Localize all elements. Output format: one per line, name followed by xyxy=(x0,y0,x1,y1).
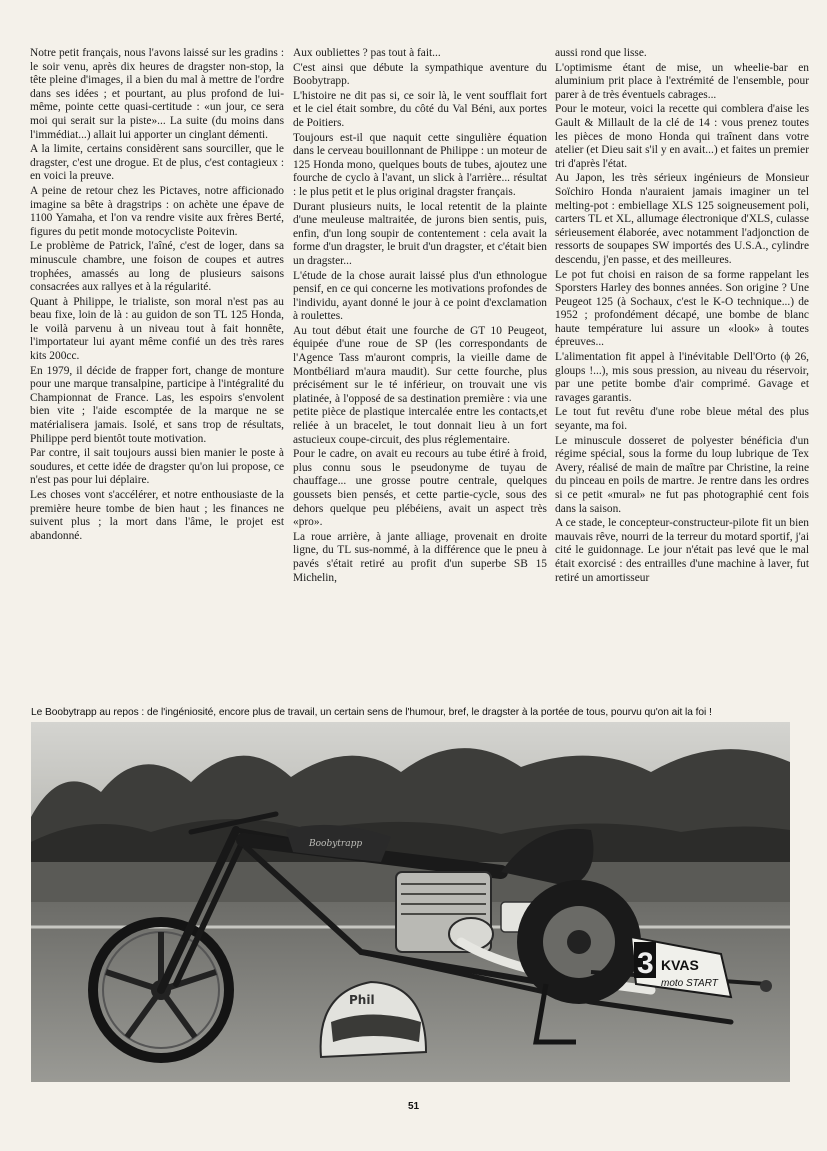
paragraph: Le tout fut revêtu d'une robe bleue métal des plus seyante, ma foi. xyxy=(555,406,809,433)
paragraph: Le minuscule dosseret de polyester bénéficia d'un régime spécial, sous la forme du loup lubrique de Tex Avery, réalisé de main de maître par Christine, la reine du pinceau en poils de martre. Je rentre dans les ordres si ce petit «mural» ne fut pas photographié cent fois dans la saison. xyxy=(555,434,809,515)
paragraph: C'est ainsi que débute la sympathique aventure du Boobytrapp. xyxy=(293,61,547,88)
paragraph: La roue arrière, à jante alliage, provenait en droite ligne, du TL sus-nommé, à la différence que le pneu à pavés s'était retiré au profit d'un superbe SB 15 Michelin, xyxy=(293,530,547,584)
rear-wheel xyxy=(517,880,641,1004)
paragraph: aussi rond que lisse. xyxy=(555,47,647,59)
article-column-3 xyxy=(555,47,809,586)
paragraph: Pour le moteur, voici la recette qui comblera d'aise les Gault & Millault de la clé de 14 : vous prenez toutes les pièces de mono Honda qui traînent dans votre atelier (et Dieu sait s'il y en avait...) et faites un premier tri d'après l'état. xyxy=(555,103,809,170)
dragster-photo xyxy=(31,722,790,1082)
sponsor-text-2: moto START xyxy=(661,978,718,989)
paragraph: Le pot fut choisi en raison de sa forme rappelant les Sporsters Harley des bonnes années. Son origine ? Une Peugeot 125 (à Sochaux, c'est le K-O technique...) de 1952 ; profondément décapé, une bombe de blanc haute température lui assure un «look» à toutes épreuves... xyxy=(555,268,809,349)
paragraph: Quant à Philippe, le trialiste, son moral n'est pas au beau fixe, loin de là : au guidon de son TL 125 Honda, le voilà parvenu à un niveau tout à fait honnête, l'importateur lui ayant même confié un des très rares kits 200cc. xyxy=(30,295,284,363)
paragraph: En 1979, il décide de frapper fort, change de monture pour une marque transalpine, participe à l'intégralité du Championnat de France. Las, les espoirs s'envolent bien vite ; l'aide escomptée de la marque ne se matérialisera jamais. Isolé, et sans trop de résultats, Philippe perd bientôt toute motivation. xyxy=(30,364,284,445)
article-column-1 xyxy=(30,47,284,544)
paragraph: Par contre, il sait toujours aussi bien manier le poste à soudures, et cette idée de dragster qu'on lui propose, ce n'est pas pour lui déplaire. xyxy=(30,447,284,487)
paragraph: Au Japon, les très sérieux ingénieurs de Monsieur Soïchiro Honda n'auraient jamais imaginer un tel melting-pot : embiellage XLS 125 soigneusement poli, carters TL et XL, allumage électronique d'XLS, culasse sérieusement élaborée, avec notamment l'adjonction de ressorts de soupapes SW importés des U.S.A., cylindre descendu, j'en passe, et des meilleures. xyxy=(555,172,809,266)
helmet-text: Phil xyxy=(349,993,375,1007)
sponsor-text-1: KVAS xyxy=(661,957,699,973)
paragraph: Durant plusieurs nuits, le local retentit de la plainte d'une meuleuse maltraitée, de jurons bien sentis, puis, enfin, d'un long soupir de contentement : cela avait la forme d'un dragster, le bruit d'un dragster, et c'était bien un dragster... xyxy=(293,200,547,267)
paragraph: L'étude de la chose aurait laissé plus d'un ethnologue pensif, en ce qui concerne les motivations profondes de l'individu, ayant donné le jour à ce point d'exclamation à roulettes. xyxy=(293,269,547,323)
paragraph: Pour le cadre, on avait eu recours au tube étiré à froid, plus connu sous le pseudonyme de tuyau de chauffage... une grosse poutre centrale, quelques goussets bien pensés, et cette partie-cycle, sous des dehors quelque peu plébéiens, avait un aspect très «pro». xyxy=(293,448,547,529)
paragraph: A la limite, certains considèrent sans sourciller, que le dragster, c'est une drogue. Et de plus, c'est contagieux : en voici la preuve. xyxy=(30,143,284,183)
photo-caption: Le Boobytrapp au repos : de l'ingéniosité, encore plus de travail, un certain sens de l'humour, bref, le dragster à la portée de tous, pourvu qu'on ait la foi ! xyxy=(31,707,712,718)
paragraph: Le problème de Patrick, l'aîné, c'est de loger, dans sa minuscule chambre, une foison de coupes et autres trophées, amassés au long de plusieurs saisons consacrées aux rallyes et à la régularité. xyxy=(30,240,284,294)
paragraph: L'histoire ne dit pas si, ce soir là, le vent soufflait fort et le ciel était sombre, du côté du Val Béni, aux portes de Poitiers. xyxy=(293,89,547,129)
dragster-illustration xyxy=(31,722,790,1082)
paragraph: Aux oubliettes ? pas tout à fait... xyxy=(293,47,441,59)
tank-text: Boobytrapp xyxy=(309,839,363,849)
paragraph: Les choses vont s'accélérer, et notre enthousiaste de la première heure tombe de bien haut ; les finances ne suivent plus ; la mort dans l'âme, le projet est abandonné. xyxy=(30,489,284,542)
paragraph: Au tout début était une fourche de GT 10 Peugeot, équipée d'une roue de SP (les correspondants de l'Agence Tass m'auront compris, la vieille dame de Montbéliard m'aura maudit). Sur cette fourche, plus précisément sur le té inférieur, on trouvait une vis platinée, à l'opposé de sa destination première : via une petite pièce de plastique intercalée entre les contacts,et reliée à un bracelet, le tout donnait lieu à un fort astucieux coupe-circuit, des plus réglementaire. xyxy=(293,324,547,446)
paragraph: A peine de retour chez les Pictaves, notre afficionado imagine sa bête à dragstrips : on achète une épave de 1100 Yamaha, et l'on va rendre visite aux frères Berté, figures du petit monde motocycliste Poitevin. xyxy=(30,184,284,238)
paragraph: L'optimisme étant de mise, un wheelie-bar en aluminium prit place à l'extrémité de l'ensemble, pour parer à de très éventuels cabrages... xyxy=(555,61,809,101)
paragraph: L'alimentation fit appel à l'inévitable Dell'Orto (ϕ 26, gloups !...), mis sous pression, au niveau du réservoir, par une petite bombe d'air comprimé. Gavage et ravages garantis. xyxy=(555,351,809,404)
paragraph: A ce stade, le concepteur-constructeur-pilote fit un bien mauvais rêve, nourri de la terreur du motard sportif, j'ai cité le guidonnage. Le jour n'était pas levé que le mal était exorcisé : des entrailles d'une machine à laver, fut retiré un amortisseur xyxy=(555,517,809,584)
page-number: 51 xyxy=(407,1101,420,1112)
race-number: 3 xyxy=(637,947,654,980)
paragraph: Toujours est-il que naquit cette singulière équation dans le cerveau bouillonnant de Philippe : un moteur de 125 Honda mono, quelques bouts de tubes, ajoutez une fourche de cyclo à l'avant, un slick à l'arrière... résultat : le plus petit et le plus original dragster français. xyxy=(293,131,548,198)
article-column-2 xyxy=(293,47,547,586)
paragraph: Notre petit français, nous l'avons laissé sur les gradins : le soir venu, après dix heures de dragster non-stop, la tête pleine d'images, il a bien du mal à mettre de l'ordre dans ses idées ; et pourtant, au plus profond de lui-même, pointe cette quasi-certitude : «un jour, ce sera moi qui serait sur la piste»... La suite (du moins dans l'immédiat...) allait lui apporter un cinglant démenti. xyxy=(30,47,284,141)
